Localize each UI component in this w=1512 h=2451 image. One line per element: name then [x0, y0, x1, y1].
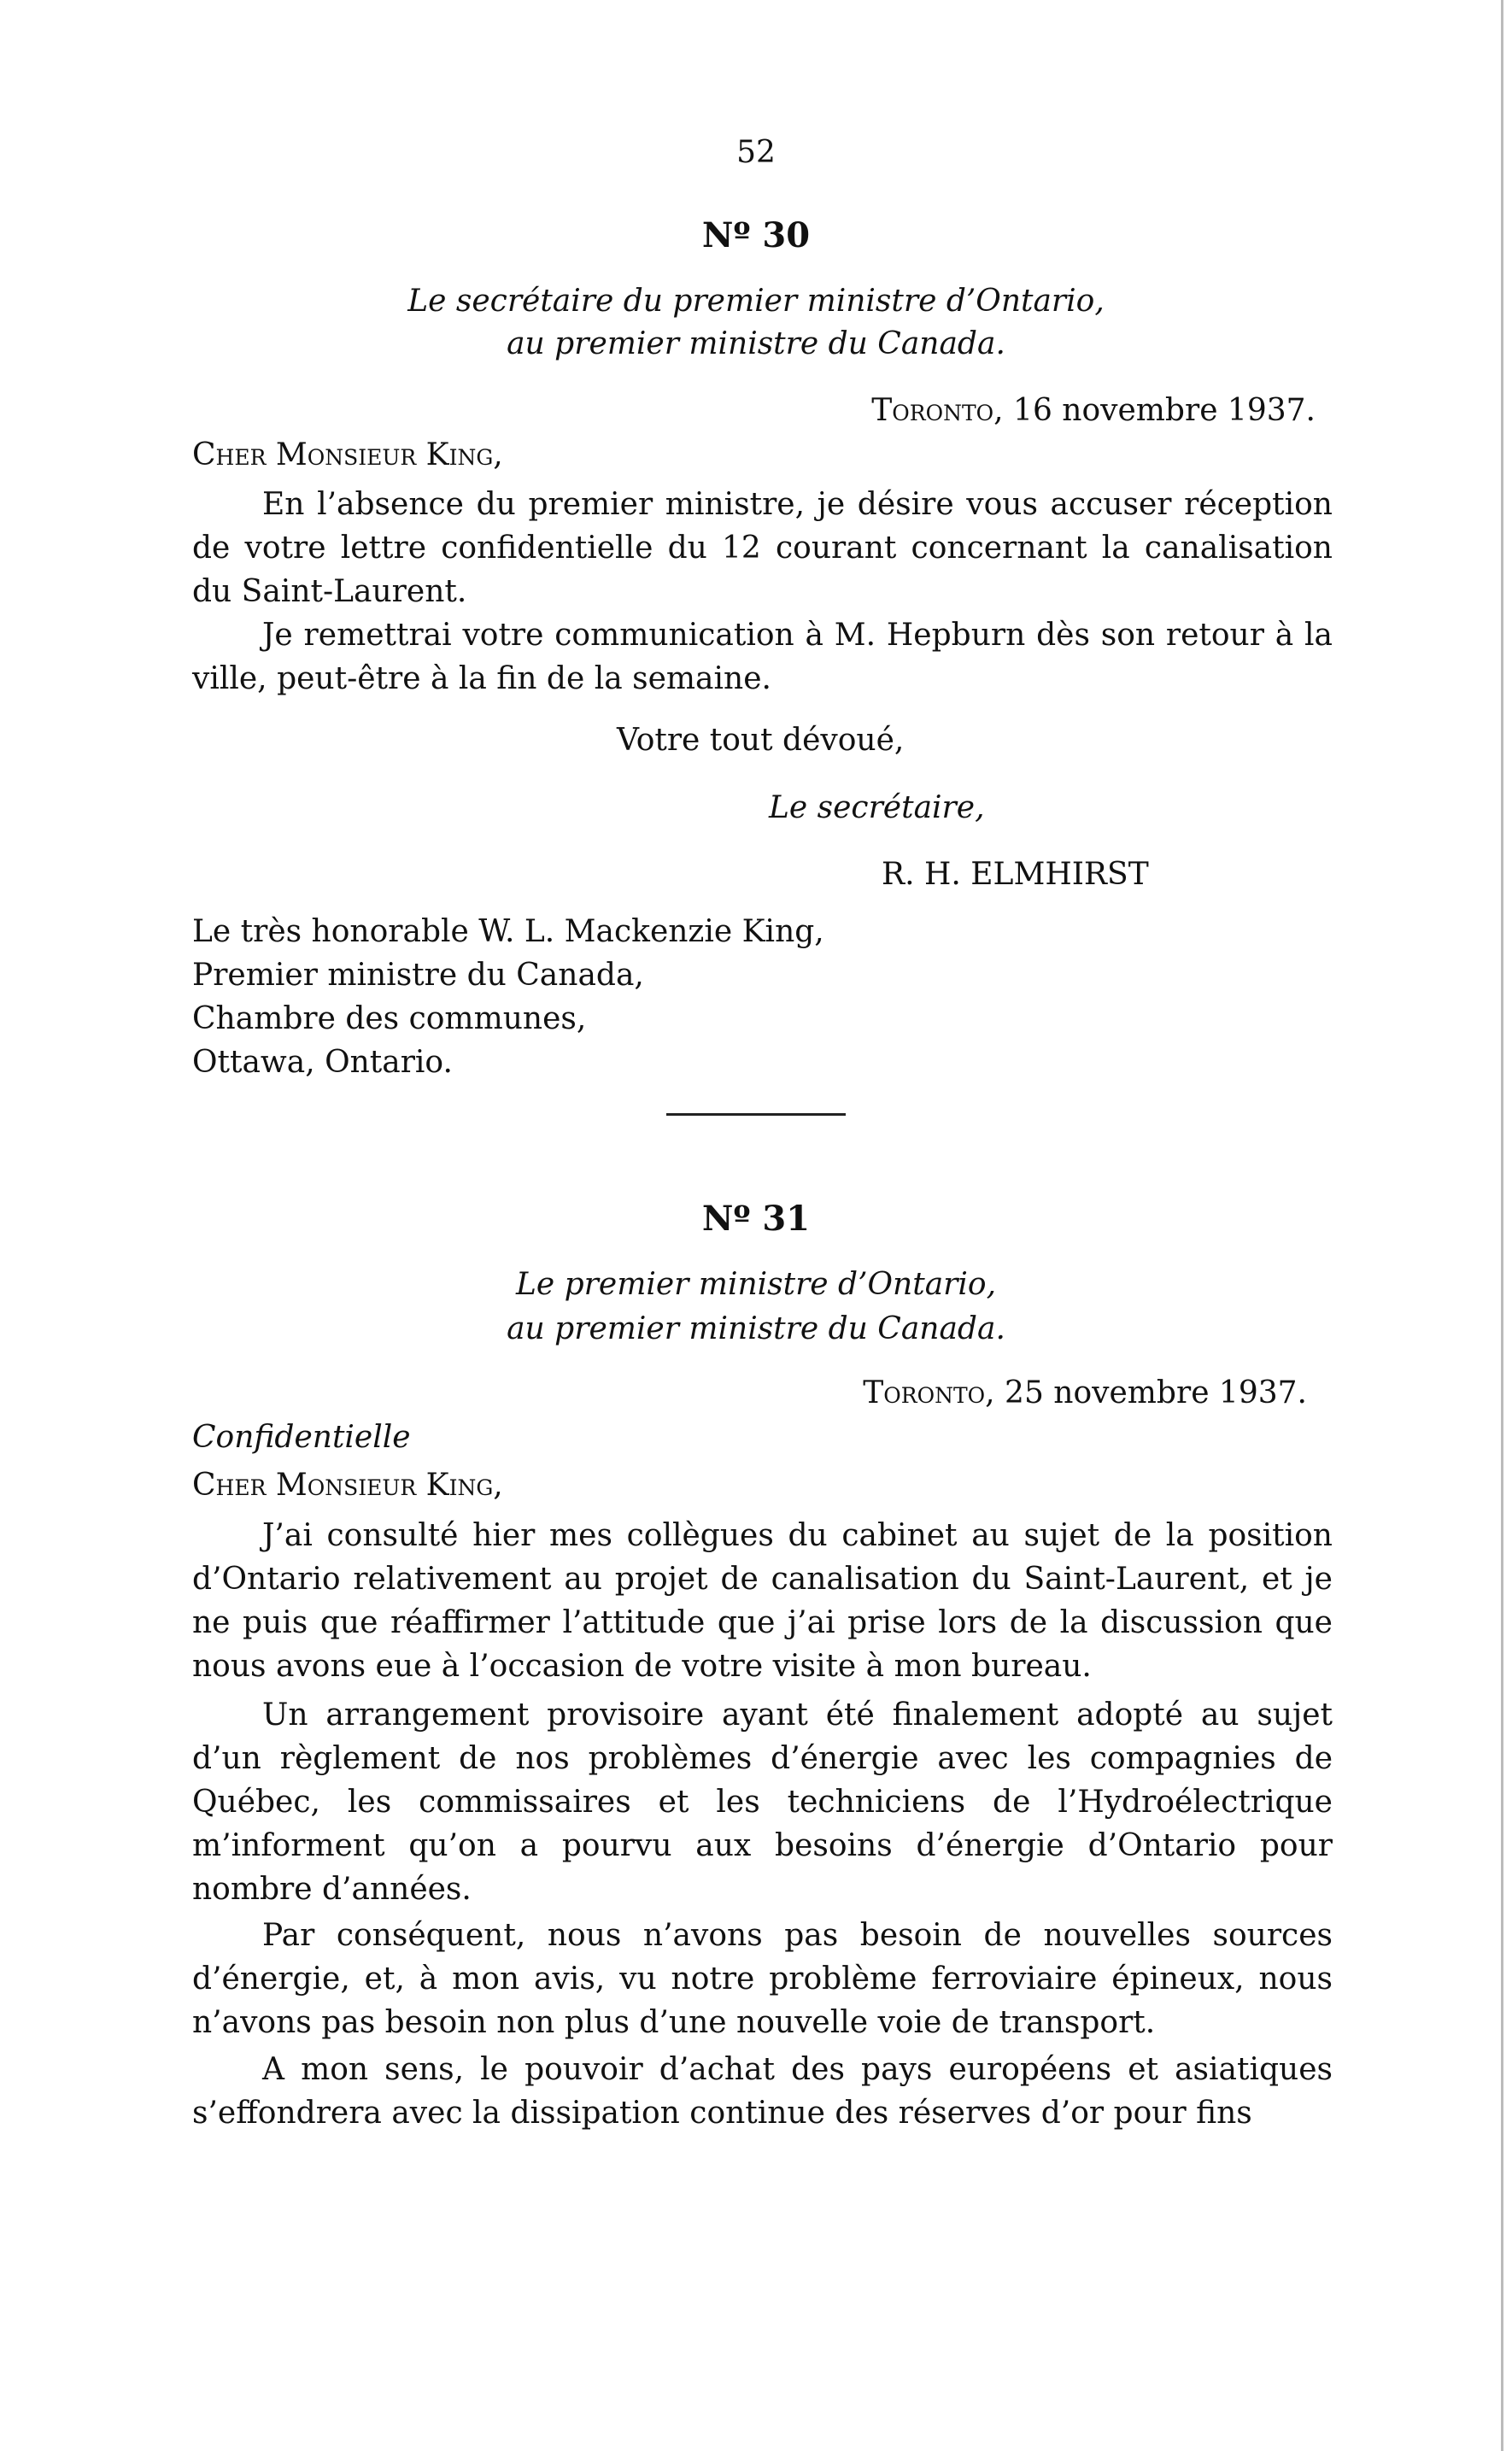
dateline-place: Toronto — [863, 1375, 986, 1410]
letter-heading-line1: Le secrétaire du premier ministre d’Ontario, — [407, 284, 1105, 319]
dateline-place: Toronto — [871, 393, 994, 428]
letter-dateline — [863, 1375, 1307, 1410]
address-line: Premier ministre du Canada, — [192, 958, 644, 993]
paragraph: Je remettrai votre communication à M. Hepburn dès son retour à la ville, peut-être à la fin de la semaine. — [192, 618, 1333, 696]
signature-title: Le secrétaire, — [769, 790, 985, 825]
page-number: 52 — [736, 135, 776, 170]
paragraph: En l’absence du premier ministre, je désire vous accuser réception de votre lettre confidentielle du 12 courant concernant la canalisation du Saint-Laurent. — [192, 487, 1333, 609]
paragraph: Par conséquent, nous n’avons pas besoin de nouvelles sources d’énergie, et, à mon avis, vu notre problème ferroviaire épineux, nous n’avons pas besoin non plus d’une nouvelle voie de transport. — [192, 1918, 1333, 2040]
paragraph: A mon sens, le pouvoir d’achat des pays européens et asiatiques s’effondrera avec la dissipation continue des réserves d’or pour fins — [192, 2052, 1333, 2131]
salutation: Cher Monsieur King, — [192, 437, 503, 472]
letter-number: Nº 30 — [701, 215, 811, 255]
signature: R. H. ELMHIRST — [882, 857, 1149, 892]
letter-number: Nº 31 — [701, 1199, 811, 1239]
address-line-text: Le très honorable W. L. Mackenzie King, — [192, 914, 824, 949]
address-line — [192, 914, 824, 949]
address-line: Ottawa, Ontario. — [192, 1045, 453, 1080]
dateline-date: , 16 novembre 1937. — [993, 393, 1316, 428]
section-divider — [666, 1113, 846, 1116]
letter-heading-line2: au premier ministre du Canada. — [507, 1311, 1005, 1346]
letter-dateline — [871, 393, 1316, 428]
letter-heading-line1: Le premier ministre d’Ontario, — [515, 1267, 997, 1302]
paragraph: J’ai consulté hier mes collègues du cabinet au sujet de la position d’Ontario relativement au projet de canalisation du Saint-Laurent, et je ne puis que réaffirmer l’attitude que j’ai prise lors de la discussion que nous avons eue à l’occasion de votre visite à mon bureau. — [192, 1518, 1333, 1684]
paragraph: Un arrangement provisoire ayant été finalement adopté au sujet d’un règlement de nos problèmes d’énergie avec les compagnies de Québec, les commissaires et les techniciens de l’Hydroélectrique m’informent qu’on a pourvu aux besoins d’énergie d’Ontario pour nombre d’années. — [192, 1698, 1333, 1907]
dateline-date: , 25 novembre 1937. — [985, 1375, 1307, 1410]
salutation: Cher Monsieur King, — [192, 1468, 503, 1503]
letter-heading-line2: au premier ministre du Canada. — [507, 326, 1005, 361]
address-line: Chambre des communes, — [192, 1001, 587, 1036]
closing: Votre tout dévoué, — [617, 723, 905, 758]
confidential-label: Confidentielle — [192, 1420, 411, 1455]
